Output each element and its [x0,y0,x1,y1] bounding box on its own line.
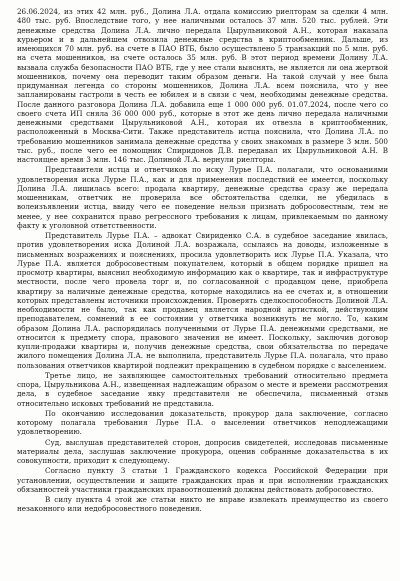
paragraph-4: Третье лицо, не заявляющее самостоятельных требований относительно предмета спора, Цырульникова А.Н., извещенная надлежащим образом о месте и времени рассмотрения дела, в судебное заседание явку представителя не обеспечила, письменный отзыв относительно исковых требований не представила. [17,370,388,408]
paragraph-2: Представители истца и ответчиков по иску Лурье П.А. полагали, что основаниями удовлетворения иска Лурье П.А., как и для применения последствий ее имеется, поскольку Долина Л.А. лишилась всего: продала квартиру, денежные средства сразу же передала мошенникам, ответчик не проверила все обстоятельства сделки, не убедилась в волеизъявлении истца, ввиду чего ее поведение нельзя признать добросовестным, тем не менее, у нее сохранится право регрессного требования к лицам, привлекаемым по данному факту к уголовной ответственности. [17,165,388,230]
paragraph-8: В силу пункта 4 этой же статьи никто не вправе извлекать преимущество из своего незаконного или недобросовестного поведения. [17,495,388,514]
paragraph-3: Представитель Лурье П.А. – адвокат Свириденко С.А. в судебное заседание явилась, против удовлетворения иска Долиной Л.А. возражала, ссылаясь на доводы, изложенные в письменных возражениях и пояснениях, просила удовлетворить иск Лурье П.А. Указала, что Лурье П.А. является добросовестным покупателем, который в общем порядке пришел на просмотр квартиры, выяснил необходимую информацию как о квартире, так и инфраструктуре местности, после чего провела торг и, по согласованной с продавцом цене, приобрела квартиру за наличные денежные средства, которые находились на ее счетах и, в отношении которых представлены источники происхождения. Проверять сделкоспособность Долиной Л.А. необходимости не было, так как продавец является народной артисткой, действующим преподавателем, сомнений в ее состоянии у ответчика возникнуть не могло. То, каким образом Долина Л.А. распорядилась полученными от Лурье П.А. денежными средствами, не относится к предмету спора, правового значения не имеет. Поскольку, заключив договор купли-продажи квартиры и, получив денежные средства, свои обязательства по передаче жилого помещения Долина Л.А. не выполнила, представитель Лурье П.А. полагала, что право пользования ответчиков квартирой подлежит прекращению в судебном порядке с выселением. [17,231,388,370]
paragraph-6: Суд, выслушав представителей сторон, допросив свидетелей, исследовав письменные материалы дела, заслушав заключение прокурора, оценив собранные доказательства в их совокупности, приходит к следующему. [17,437,388,465]
paragraph-1: 26.06.2024, из этих 42 млн. руб., Долина Л.А. отдала комиссию риелторам за сделки 4 млн. 480 тыс. руб. Впоследствие того, у нее наличными осталось 37 млн. 520 тыс. рублей. Эти денежные средства Долина Л.А. лично передала Цырульниковой А.Н., которая наказала курьером и в дальнейшем отвозила денежные средства в криптообменник. Дальше, из имеющихся 70 млн. руб. на счете в ПАО ВТБ, было осуществлено 5 транзакций по 5 млн. руб. на счета мошенников, на счете осталось 35 млн. руб. В этот период времени Долину Л.А. вызвала служба безопасности ПАО ВТБ, где у нее стали выяснять, не является ли она жертвой мошенников, почему она переводит таким образом деньги. На такой случай у нее была придуманная легенда со стороны мошенников, Долина Л.А. всем пояснила, что у нее запланированы гастроли в честь ее юбилея и в связи с чем, необходимы денежные средства. После данного разговора Долина Л.А. добавила еще 1 000 000 руб. 01.07.2024, после чего со своего счета ИП сняла 36 000 000 руб., которые в этот же день лично передала наличными денежными средствами Цырульниковой А.Н., которая их отвезла в криптообменник, расположенный в Москва-Сити. Также представитель истца пояснила, что Долина Л.А. по требованию мошенников занимала денежные средства у своих знакомых в размере 3 млн. 500 тыс. руб., после чего ее помощник Спиридонов Д.В. передавал их Цырульниковой А.Н. В настоящее время 3 млн. 146 тыс. Долиной Л.А. вернули риелторы. [17,7,388,164]
paragraph-5: По окончанию исследования доказательств, прокурор дала заключение, согласно которому полагала требования Лурье П.А. о выселении ответчиков неподлежащими удовлетворению. [17,408,388,437]
paragraph-7: Согласно пункту 3 статьи 1 Гражданского кодекса Российской Федерации при установлении, осуществлении и защите гражданских прав и при исполнении гражданских обязанностей участники гражданских правоотношений должны действовать добросовестно. [17,466,388,494]
